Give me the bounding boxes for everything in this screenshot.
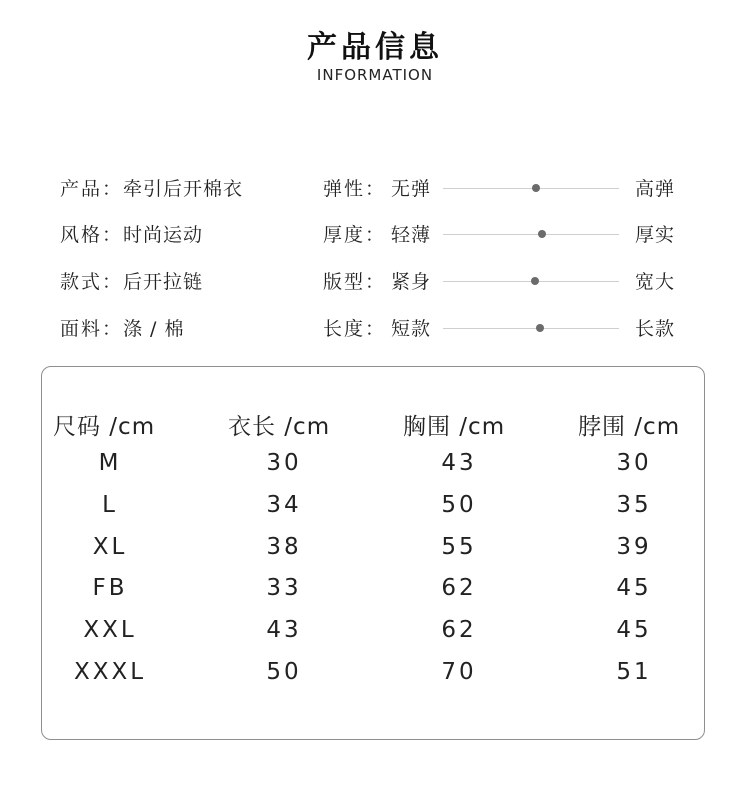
scale-elasticity — [323, 174, 683, 204]
table-cell: 34 — [266, 492, 302, 518]
scale-thickness — [323, 220, 683, 250]
table-cell: FB — [92, 575, 128, 601]
table-cell: 39 — [616, 534, 652, 560]
scale-key: 版型： — [323, 271, 387, 293]
table-cell: 55 — [441, 534, 477, 560]
table-cell: 45 — [616, 617, 652, 643]
page-subtitle: INFORMATION — [316, 66, 434, 84]
table-cell: M — [98, 450, 122, 476]
table-cell: XXL — [83, 617, 137, 643]
table-cell: 30 — [266, 450, 302, 476]
scale-low-label: 紧身 — [391, 271, 432, 293]
table-cell: 45 — [616, 575, 652, 601]
table-cell: 43 — [266, 617, 302, 643]
attr-cut — [60, 267, 203, 294]
scale-indicator-dot — [536, 324, 544, 332]
scale-key: 长度： — [323, 318, 387, 340]
attr-key: 风格： — [60, 224, 124, 246]
scale-low-label: 轻薄 — [391, 224, 432, 246]
table-cell: 43 — [441, 450, 477, 476]
table-cell: 62 — [441, 617, 477, 643]
scale-fit — [323, 267, 683, 297]
page-title: 产品信息 — [307, 30, 443, 65]
table-cell: 33 — [266, 575, 302, 601]
scale-low-label: 短款 — [391, 318, 432, 340]
table-cell: 30 — [616, 450, 652, 476]
table-cell: XXXL — [73, 659, 147, 685]
attr-value: 后开拉链 — [123, 271, 204, 293]
size-table-header-neck: 脖围 /cm — [578, 414, 681, 440]
table-cell: 35 — [616, 492, 652, 518]
scale-high-label: 厚实 — [635, 224, 676, 246]
attr-product — [60, 174, 243, 201]
table-cell: 50 — [441, 492, 477, 518]
table-cell: 62 — [441, 575, 477, 601]
scale-high-label: 宽大 — [635, 271, 676, 293]
size-table-header-size: 尺码 /cm — [53, 414, 156, 440]
table-cell: L — [102, 492, 118, 518]
table-cell: 50 — [266, 659, 302, 685]
attr-value: 牵引后开棉衣 — [123, 178, 244, 200]
scale-high-label: 高弹 — [635, 178, 676, 200]
scale-key: 弹性： — [323, 178, 387, 200]
scale-track — [443, 234, 619, 235]
attr-key: 产品： — [60, 178, 124, 200]
size-table-header-length: 衣长 /cm — [228, 414, 331, 440]
scale-low-label: 无弹 — [391, 178, 432, 200]
attr-fabric — [60, 314, 185, 341]
scale-track — [443, 188, 619, 189]
attr-value: 涤 / 棉 — [123, 318, 185, 340]
attr-key: 款式： — [60, 271, 124, 293]
table-cell: XL — [92, 534, 128, 560]
table-cell: 38 — [266, 534, 302, 560]
scale-length — [323, 314, 683, 344]
scale-high-label: 长款 — [635, 318, 676, 340]
table-cell: 70 — [441, 659, 477, 685]
scale-key: 厚度： — [323, 224, 387, 246]
scale-indicator-dot — [531, 277, 539, 285]
attr-value: 时尚运动 — [123, 224, 204, 246]
scale-indicator-dot — [538, 230, 546, 238]
scale-indicator-dot — [532, 184, 540, 192]
scale-track — [443, 328, 619, 329]
attr-key: 面料： — [60, 318, 124, 340]
attr-style — [60, 220, 203, 247]
table-cell: 51 — [616, 659, 652, 685]
size-table-header-chest: 胸围 /cm — [403, 414, 506, 440]
